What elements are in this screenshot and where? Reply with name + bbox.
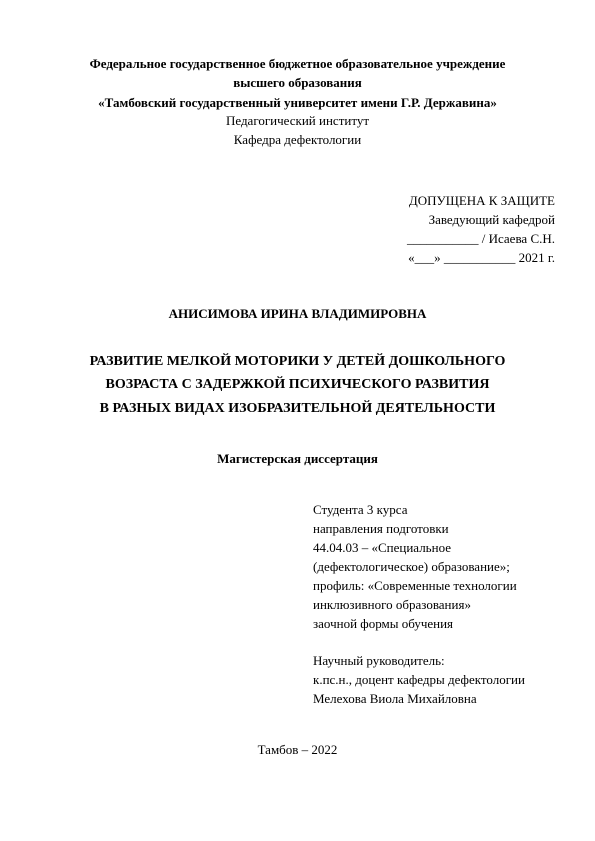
student-direction-code: 44.04.03 – «Специальное [313,540,451,555]
approval-title: ДОПУЩЕНА К ЗАЩИТЕ [408,193,555,208]
work-type: Магистерская диссертация [217,451,378,466]
approval-role: Заведующий кафедрой [428,212,555,227]
student-course: Студента 3 курса [313,502,408,517]
student-study-form: заочной формы обучения [313,616,454,631]
student-profile: профиль: «Современные технологии [313,578,517,593]
student-profile-cont: инклюзивного образования» [313,597,471,612]
university-name: «Тамбовский государственный университет имени Г.Р. Державина» [98,95,497,110]
supervisor-position: к.пс.н., доцент кафедры дефектологии [313,672,525,687]
organization-type: Федеральное государственное бюджетное образовательное учреждение [89,56,506,71]
supervisor-label: Научный руководитель: [313,653,445,668]
student-direction-label: направления подготовки [313,521,449,536]
department-name: Кафедра дефектологии [233,132,362,147]
author-name: АНИСИМОВА ИРИНА ВЛАДИМИРОВНА [168,306,427,321]
institute-name: Педагогический институт [225,113,370,128]
student-direction-name: (дефектологическое) образование»; [313,559,510,574]
thesis-title-line-1: РАЗВИТИЕ МЕЛКОЙ МОТОРИКИ У ДЕТЕЙ ДОШКОЛЬНОГО [89,354,506,369]
education-level: высшего образования [233,75,362,90]
city-year: Тамбов – 2022 [257,742,338,757]
thesis-title-line-3: В РАЗНЫХ ВИДАХ ИЗОБРАЗИТЕЛЬНОЙ ДЕЯТЕЛЬНОСТИ [99,401,496,416]
thesis-title-line-2: ВОЗРАСТА С ЗАДЕРЖКОЙ ПСИХИЧЕСКОГО РАЗВИТИЯ [105,377,490,392]
supervisor-name: Мелехова Виола Михайловна [313,691,477,706]
approval-date: «___» ___________ 2021 г. [408,250,555,265]
approval-signature: ___________ / Исаева С.Н. [406,231,555,246]
